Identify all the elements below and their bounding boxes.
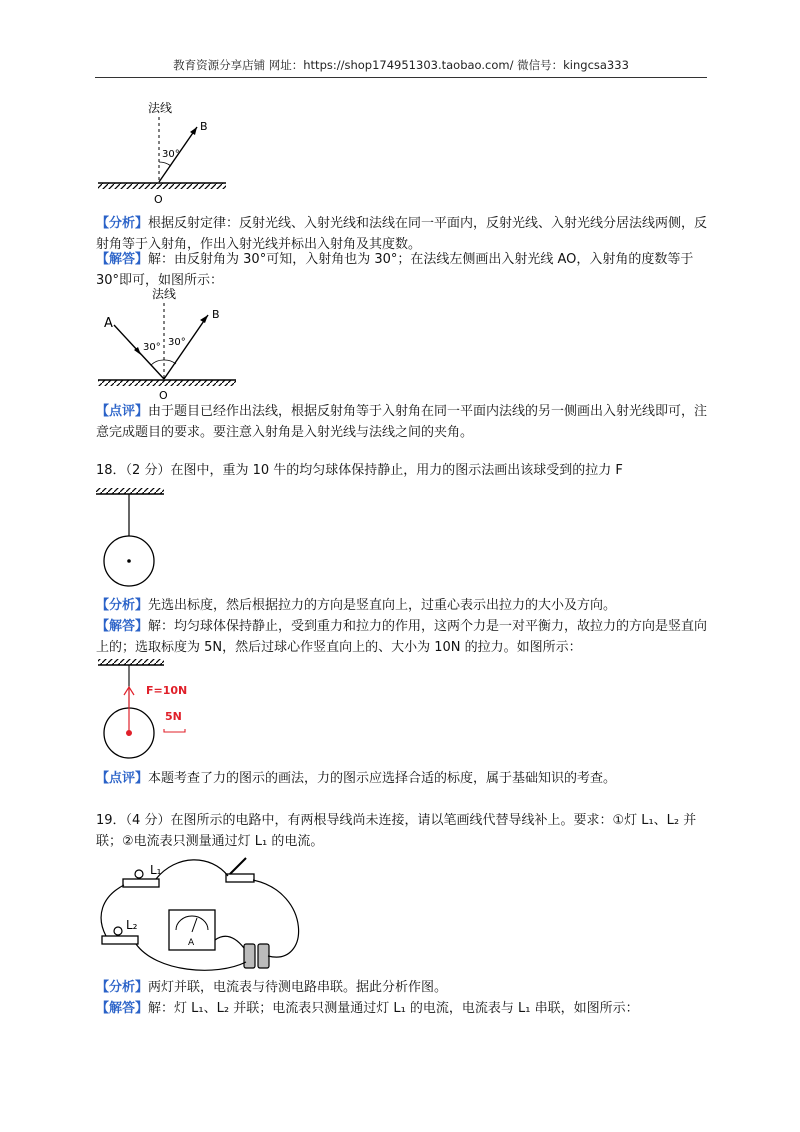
answer-tag: 【解答】 [96, 252, 149, 267]
scale-label: 5N [165, 710, 182, 723]
answer-19 [96, 998, 708, 1019]
answer-text: 解：均匀球体保持静止，受到重力和拉力的作用，这两个力是一对平衡力，故拉力的方向是竖直向上的；选取标度为 5N，然后过球心作竖直向上的、大小为 10N 的拉力。如图所示： [96, 619, 708, 655]
question-text: 18．（2 分）在图中，重为 10 牛的均匀球体保持静止，用力的图示法画出该球受到的拉力 F [96, 463, 623, 478]
wire-ammeter-battery [215, 936, 244, 948]
comment-tag: 【点评】 [96, 404, 149, 419]
origin-label: O [154, 193, 163, 206]
analysis-tag: 【分析】 [96, 216, 149, 231]
comment-text: 由于题目已经作出法线，根据反射角等于入射角在同一平面内法线的另一侧画出入射光线即可，注意完成题目的要求。要注意入射角是入射光线与法线之间的夹角。 [96, 404, 708, 440]
normal-label: 法线 [148, 101, 173, 115]
angle-label-right: 30° [168, 337, 186, 348]
answer-tag: 【解答】 [96, 619, 149, 634]
reflection-figure [96, 100, 236, 210]
ceiling-hatch [96, 488, 164, 494]
comment-text: 本题考查了力的图示的画法，力的图示应选择合适的标度，属于基础知识的考查。 [148, 771, 617, 786]
question-19 [96, 810, 708, 852]
origin-label: O [159, 389, 168, 402]
force-origin [126, 730, 132, 736]
lamp-l1-label: L₁ [150, 863, 162, 877]
mirror-hatch [98, 380, 236, 386]
circuit-figure [96, 852, 306, 975]
comment-17 [96, 401, 708, 443]
header-text: 教育资源分享店铺 网址：https://shop174951303.taobao.com/ 微信号：kingcsa333 [173, 58, 629, 72]
incident-label-a: A [104, 316, 113, 331]
angle-arc [159, 162, 171, 166]
answer-17 [96, 249, 708, 291]
ammeter-label: A [188, 938, 195, 948]
lamp-l2-base [102, 936, 138, 944]
comment-tag: 【点评】 [96, 771, 149, 786]
question-text: 19．（4 分）在图所示的电路中，有两根导线尚未连接，请以笔画线代替导线补上。要求：①灯 L₁、L₂ 并联；②电流表只测量通过灯 L₁ 的电流。 [96, 813, 697, 849]
reflect-arrow [200, 315, 208, 323]
analysis-text: 先选出标度，然后根据拉力的方向是竖直向上，过重心表示出拉力的大小及方向。 [148, 598, 617, 613]
reflection-answer-figure [96, 287, 246, 402]
force-label: F=10N [146, 684, 188, 697]
ray-label-b: B [200, 120, 208, 133]
ray-arrow [190, 127, 197, 135]
page-header [95, 57, 707, 78]
answer-18 [96, 616, 708, 658]
angle-label-left: 30° [143, 342, 161, 353]
mirror-hatch [98, 183, 226, 189]
ball-center [127, 559, 131, 563]
angle-arc-left [151, 360, 164, 365]
comment-18 [96, 768, 708, 789]
analysis-text: 根据反射定律：反射光线、入射光线和法线在同一平面内，反射光线、入射光线分居法线两侧，反射角等于入射角，作出入射光线并标出入射角及其度数。 [96, 216, 708, 252]
normal-label: 法线 [152, 287, 177, 301]
answer-tag: 【解答】 [96, 1001, 149, 1016]
analysis-tag: 【分析】 [96, 980, 149, 995]
lamp-l1-bulb [135, 870, 143, 878]
ceiling-hatch [98, 659, 164, 665]
analysis-19 [96, 977, 708, 998]
force-diagram-figure [96, 657, 206, 765]
angle-label: 30° [162, 149, 180, 160]
lamp-l1-base [123, 879, 159, 887]
wire-l1-switch [156, 860, 228, 879]
scale-bar [164, 729, 185, 732]
switch-base [226, 874, 254, 882]
question-18 [96, 460, 708, 481]
hanging-ball-figure [96, 486, 166, 591]
analysis-tag: 【分析】 [96, 598, 149, 613]
answer-text: 解：灯 L₁、L₂ 并联；电流表只测量通过灯 L₁ 的电流，电流表与 L₁ 串联，如图所示： [148, 1001, 639, 1016]
reflect-label-b: B [212, 308, 220, 321]
answer-text: 解：由反射角为 30°可知，入射角也为 30°；在法线左侧画出入射光线 AO，入射角的度数等于 30°即可，如图所示： [96, 252, 694, 288]
battery-2 [258, 944, 269, 968]
battery-1 [244, 944, 255, 968]
analysis-18 [96, 595, 708, 616]
switch-lever [230, 858, 246, 874]
lamp-l2-label: L₂ [126, 918, 138, 932]
analysis-text: 两灯并联，电流表与待测电路串联。据此分析作图。 [148, 980, 448, 995]
lamp-l2-bulb [114, 927, 122, 935]
